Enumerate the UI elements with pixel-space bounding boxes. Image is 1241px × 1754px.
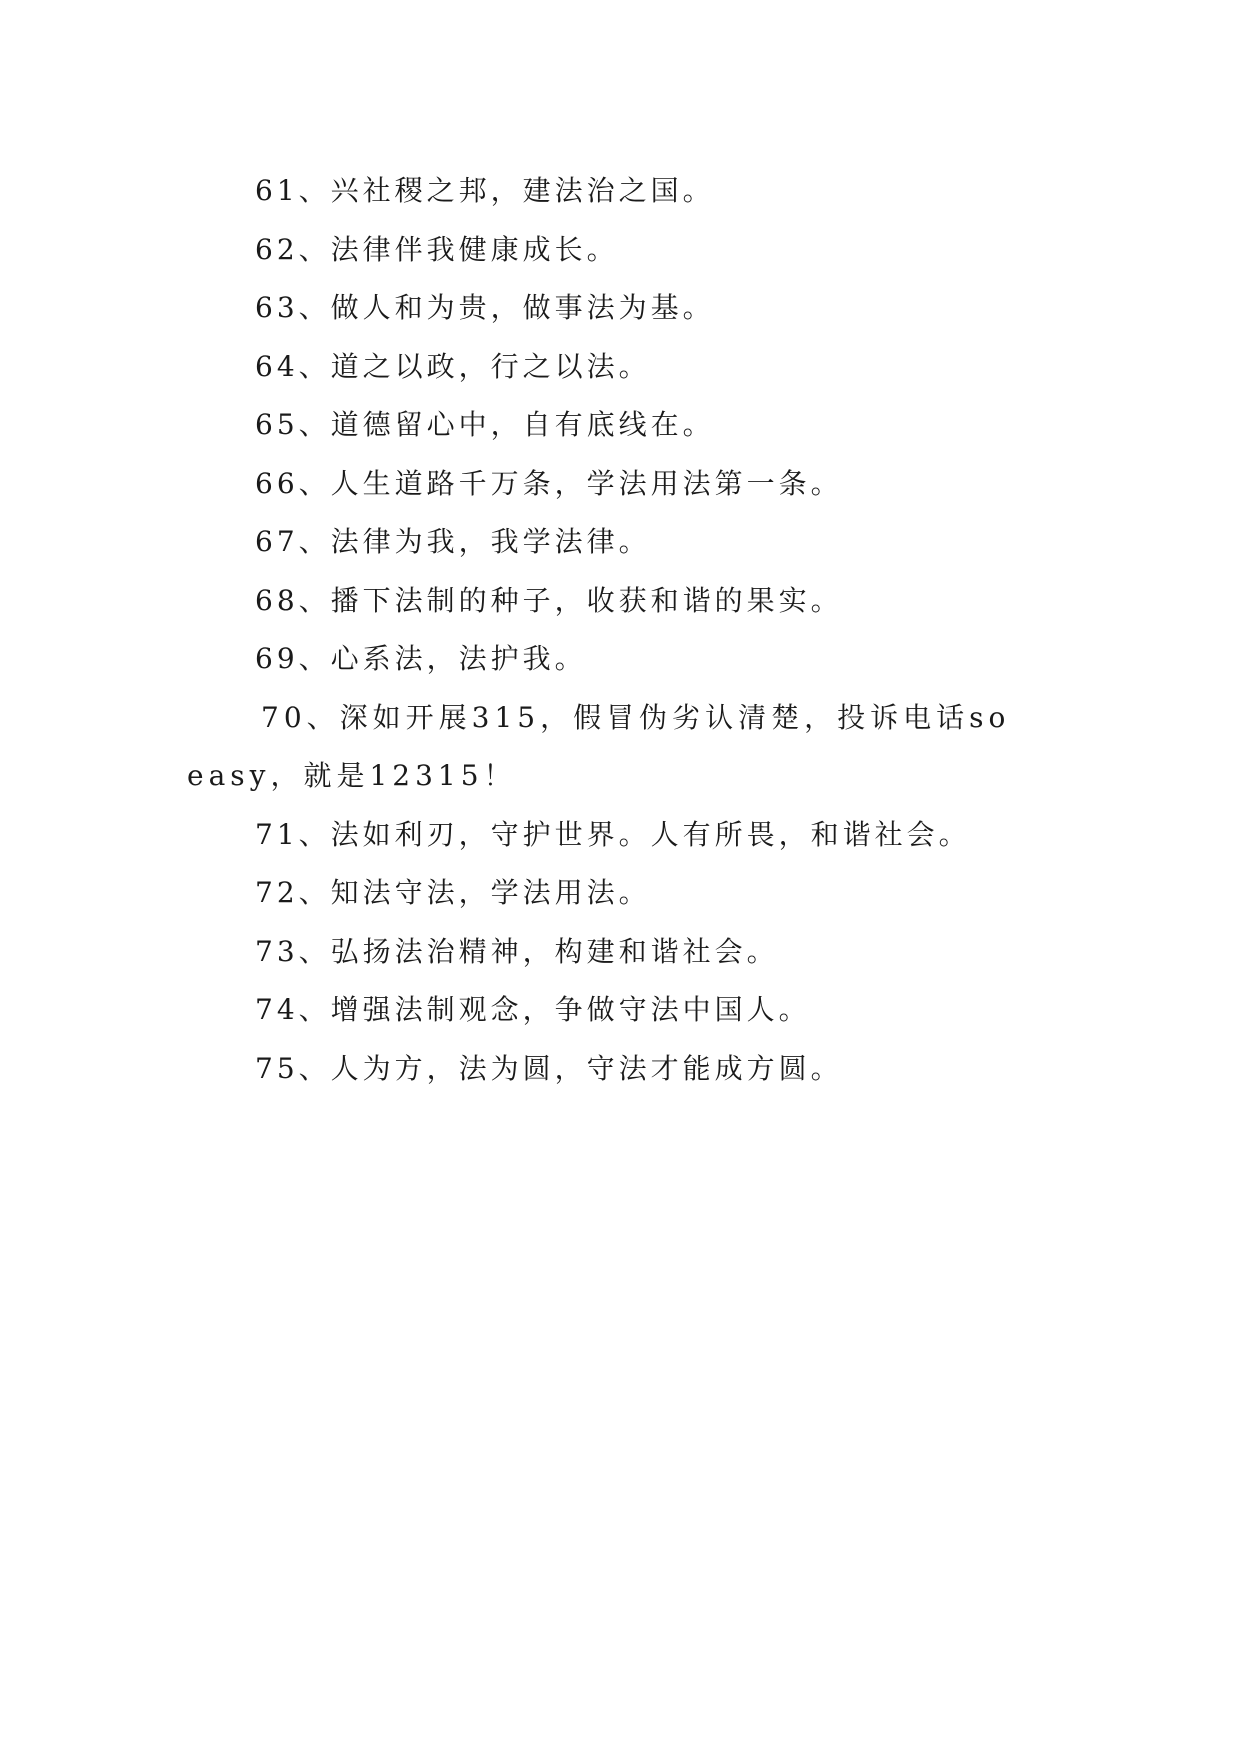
list-item xyxy=(187,279,1067,338)
slogan-list xyxy=(187,162,1067,1098)
list-item-text: 66、人生道路千万条，学法用法第一条。 xyxy=(255,466,843,500)
list-item-text: 65、道德留心中，自有底线在。 xyxy=(255,408,715,441)
list-item xyxy=(187,923,1067,982)
list-item xyxy=(187,513,1067,572)
list-item xyxy=(187,572,1067,631)
list-item xyxy=(187,1040,1067,1099)
list-item-text: 62、法律伴我健康成长。 xyxy=(255,232,619,266)
list-item-text: 71、法如利刃，守护世界。人有所畏，和谐社会。 xyxy=(255,817,971,851)
list-item xyxy=(187,455,1067,514)
list-item-text: 72、知法守法，学法用法。 xyxy=(255,876,651,909)
list-item-text: 68、播下法制的种子，收获和谐的果实。 xyxy=(255,583,843,617)
list-item-text: 73、弘扬法治精神，构建和谐社会。 xyxy=(255,934,779,968)
list-item xyxy=(187,981,1067,1040)
list-item-text: 75、人为方，法为圆，守法才能成方圆。 xyxy=(255,1051,843,1085)
list-item xyxy=(187,396,1067,455)
list-item xyxy=(187,689,1067,806)
list-item xyxy=(187,221,1067,280)
list-item xyxy=(187,864,1067,923)
list-item-text: 63、做人和为贵，做事法为基。 xyxy=(255,291,715,324)
list-item-text: 70、深如开展315，假冒伪劣认清楚，投诉电话so easy，就是12315！ xyxy=(187,700,1011,792)
list-item-text: 64、道之以政，行之以法。 xyxy=(255,349,651,383)
list-item-text: 67、法律为我，我学法律。 xyxy=(255,525,651,558)
list-item xyxy=(187,338,1067,397)
list-item-text: 69、心系法，法护我。 xyxy=(255,642,587,675)
list-item xyxy=(187,630,1067,689)
list-item xyxy=(187,806,1067,865)
list-item-text: 74、增强法制观念，争做守法中国人。 xyxy=(255,993,811,1026)
list-item-text: 61、兴社稷之邦，建法治之国。 xyxy=(255,174,715,207)
list-item xyxy=(187,162,1067,221)
